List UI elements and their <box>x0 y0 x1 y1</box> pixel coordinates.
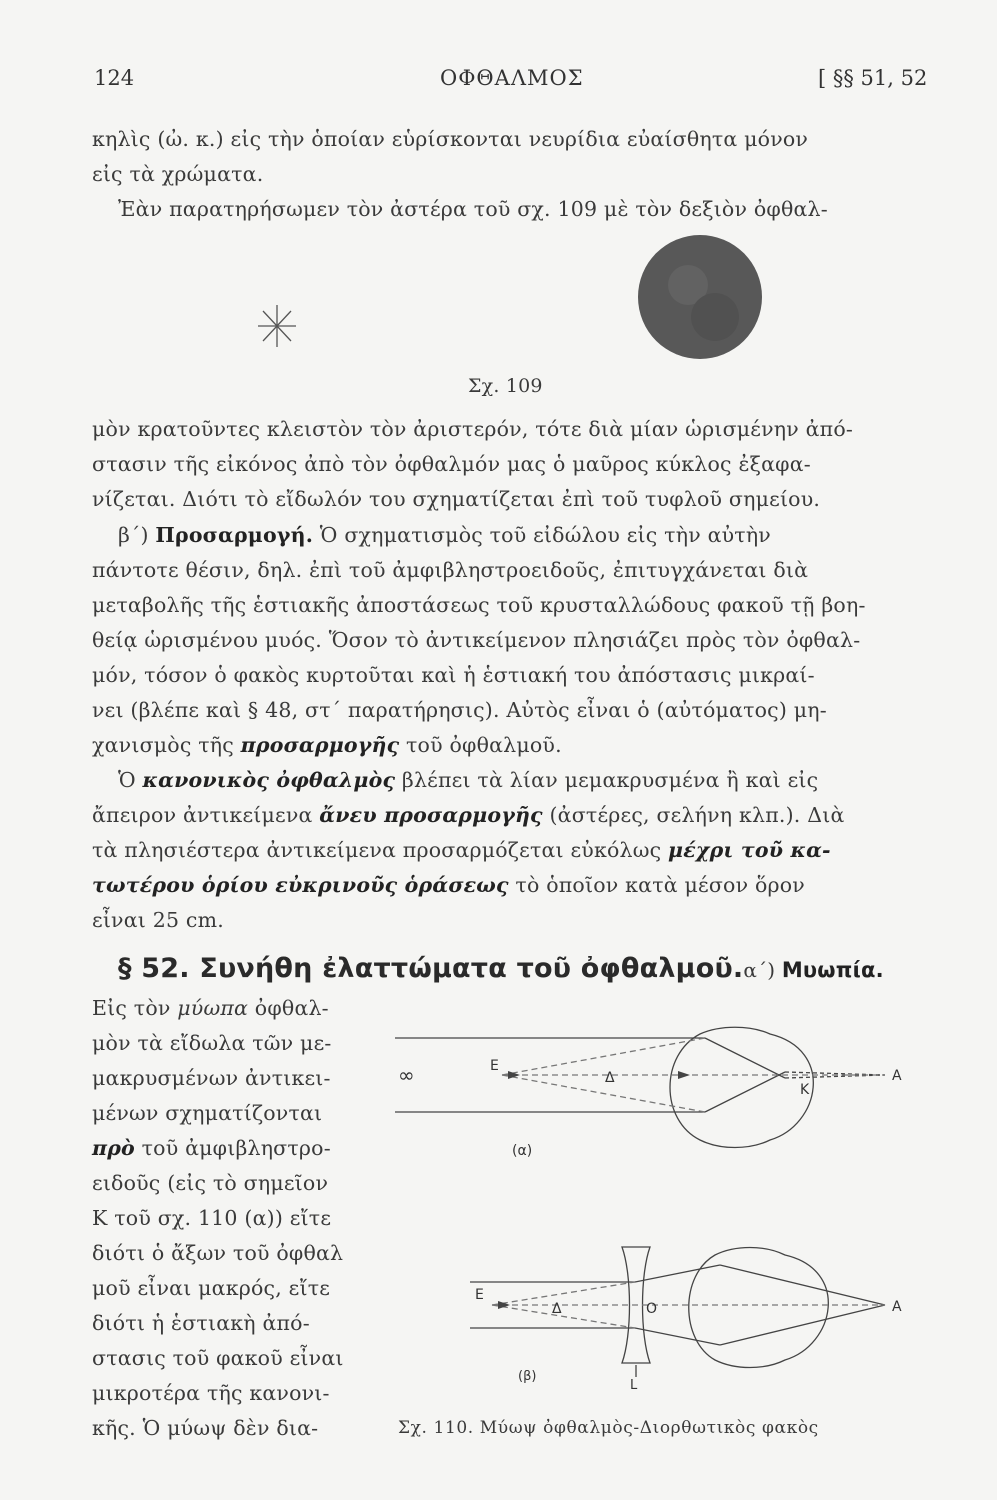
leftcol-line-9: μοῦ εἶναι μακρός, εἴτε <box>92 1276 331 1300</box>
figure-110-a-label: (α) <box>512 1143 533 1159</box>
eye-outline-b <box>689 1248 829 1368</box>
para2-line-4: θείᾳ ὡρισμένου μυός. Ὅσον τὸ ἀντικείμενον πλησιάζει πρὸς τὸν ὀφθαλ- <box>92 628 861 652</box>
leftcol-line-8: διότι ὁ ἄξων τοῦ ὀφθαλ <box>92 1241 344 1265</box>
para3-line-1-end: βλέπει τὰ λίαν μεμακρυσμένα ἢ καὶ εἰς <box>395 768 819 792</box>
point-d-label-b: Δ <box>552 1301 562 1317</box>
section-52-heading <box>118 951 884 988</box>
para3-line-2-end: (ἀστέρες, σελήνη κλπ.). Διὰ <box>542 803 845 827</box>
leftcol-line-4: μένων σχηματίζονται <box>92 1101 323 1125</box>
para1-line-1: μὸν κρατοῦντες κλειστὸν τὸν ἀριστερόν, τότε διὰ μίαν ὡρισμένην ἀπό- <box>92 417 854 441</box>
para2-line-1 <box>118 521 771 549</box>
intro-line-2: εἰς τὰ χρώματα. <box>92 162 264 186</box>
page-number: 124 <box>94 66 135 90</box>
figure-109 <box>240 225 800 375</box>
point-d-label-a: Δ <box>605 1070 615 1086</box>
term-kanonikos-ofthalmos: κανονικὸς ὀφθαλμὸς <box>142 768 396 792</box>
point-a-label-a: A <box>892 1068 902 1084</box>
running-title: ΟΦΘΑΛΜΟΣ <box>440 66 584 90</box>
leftcol-line-6: ειδοῦς (εἰς τὸ σημεῖον <box>92 1171 329 1195</box>
leftcol-line-1-start: Εἰς τὸν <box>92 996 178 1020</box>
leftcol-line-7: Κ τοῦ σχ. 110 (α)) εἴτε <box>92 1206 332 1230</box>
intro-line-3: Ἐὰν παρατηρήσωμεν τὸν ἀστέρα τοῦ σχ. 109 μὲ τὸν δεξιὸν ὀφθαλ- <box>118 197 828 221</box>
point-l-label-b: L <box>630 1378 638 1390</box>
term-prosarmogi: Προσαρμογή. <box>155 523 314 547</box>
subsection-marker: α΄) <box>743 958 782 982</box>
term-mexri-tou: μέχρι τοῦ κα- <box>668 838 831 862</box>
point-o-label-b: O <box>646 1301 658 1317</box>
para2-line-7-end: τοῦ ὀφθαλμοῦ. <box>399 733 562 757</box>
figure-109-caption: Σχ. 109 <box>468 375 543 397</box>
eye-outline-a <box>670 1027 813 1147</box>
para1-line-3: νίζεται. Διότι τὸ εἴδωλόν του σχηματίζεται ἐπὶ τοῦ τυφλοῦ σημείου. <box>92 487 821 511</box>
leftcol-line-11: στασις τοῦ φακοῦ εἶναι <box>92 1346 344 1370</box>
para2-line-1-text: Ὁ σχηματισμὸς τοῦ εἰδώλου εἰς τὴν αὐτὴν <box>313 523 771 547</box>
leftcol-line-13: κῆς. Ὁ μύωψ δὲν δια- <box>92 1416 319 1440</box>
para3-line-1-start: Ὁ <box>118 768 143 792</box>
point-a-label-b: A <box>892 1299 902 1315</box>
figure-110-b <box>390 1225 910 1390</box>
leftcol-line-5-end: τοῦ ἀμφιβληστρο- <box>134 1136 331 1160</box>
para3-line-3-start: τὰ πλησιέστερα ἀντικείμενα προσαρμόζεται εὐκόλως <box>92 838 669 862</box>
para2-line-7-text: χανισμὸς τῆς <box>92 733 241 757</box>
subsection-title-myopia: Μυωπία. <box>781 958 884 982</box>
infinity-label: ∞ <box>398 1063 415 1087</box>
para3-line-3 <box>92 836 831 864</box>
para3-line-4-end: τὸ ὁποῖον κατὰ μέσον ὅρον <box>508 873 805 897</box>
leftcol-line-1 <box>92 994 329 1022</box>
leftcol-line-5 <box>92 1134 331 1162</box>
section-reference: [ §§ 51, 52 <box>818 66 928 90</box>
para2-line-6: νει (βλέπε καὶ § 48, στ΄ παρατήρησις). Αὐτὸς εἶναι ὁ (αὐτόματος) μη- <box>92 698 827 722</box>
point-e-label-b: E <box>475 1287 484 1303</box>
figure-110-caption: Σχ. 110. Μύωψ ὀφθαλμὸς-Διορθωτικὸς φακὸς <box>398 1418 819 1438</box>
point-e-label-a: E <box>490 1058 499 1074</box>
point-k-label-a: K <box>800 1082 810 1098</box>
para3-line-5: εἶναι 25 cm. <box>92 908 224 932</box>
leftcol-line-10: διότι ἡ ἑστιακὴ ἀπό- <box>92 1311 310 1335</box>
para3-line-2 <box>92 801 845 829</box>
para2-line-5: μόν, τόσον ὁ φακὸς κυρτοῦται καὶ ἡ ἑστιακή του ἀπόστασις μικραί- <box>92 663 815 687</box>
leftcol-line-12: μικροτέρα τῆς κανονι- <box>92 1381 330 1405</box>
para2-line-2: πάντοτε θέσιν, δηλ. ἐπὶ τοῦ ἀμφιβληστροειδοῦς, ἐπιτυγχάνεται διὰ <box>92 558 809 582</box>
leftcol-line-1-end: ὀφθαλ- <box>248 996 329 1020</box>
para3-line-2-start: ἄπειρον ἀντικείμενα <box>92 803 320 827</box>
para2-line-3: μεταβολῆς τῆς ἑστιακῆς ἀποστάσεως τοῦ κρυσταλλώδους φακοῦ τῇ βοη- <box>92 593 866 617</box>
section-52-title: § 52. Συνήθη ἐλαττώματα τοῦ ὀφθαλμοῦ. <box>118 953 744 984</box>
figure-110-a <box>390 1010 910 1170</box>
item-marker: β΄) <box>118 523 156 547</box>
term-katoterou-oriou: τωτέρου ὁρίου εὐκρινοῦς ὁράσεως <box>92 873 509 897</box>
para3-line-1 <box>118 766 818 794</box>
leftcol-line-3: μακρυσμένων ἀντικει- <box>92 1066 331 1090</box>
para2-line-7 <box>92 731 562 759</box>
figure-110-b-label: (β) <box>518 1369 537 1384</box>
para3-line-4 <box>92 871 805 899</box>
para1-line-2: στασιν τῆς εἰκόνος ἀπὸ τὸν ὀφθαλμόν μας ὁ μαῦρος κύκλος ἐξαφα- <box>92 452 811 476</box>
intro-line-1: κηλὶς (ὠ. κ.) εἰς τὴν ὁποίαν εὑρίσκονται νευρίδια εὐαίσθητα μόνον <box>92 127 809 151</box>
leftcol-line-2: μὸν τὰ εἴδωλα τῶν με- <box>92 1031 332 1055</box>
term-aneu-prosarmogis: ἄνευ προσαρμογῆς <box>319 803 543 827</box>
term-myopa: μύωπα <box>177 996 249 1020</box>
term-prosarmogis: προσαρμογῆς <box>240 733 400 757</box>
star-icon <box>258 305 296 347</box>
term-pro: πρὸ <box>92 1136 135 1160</box>
